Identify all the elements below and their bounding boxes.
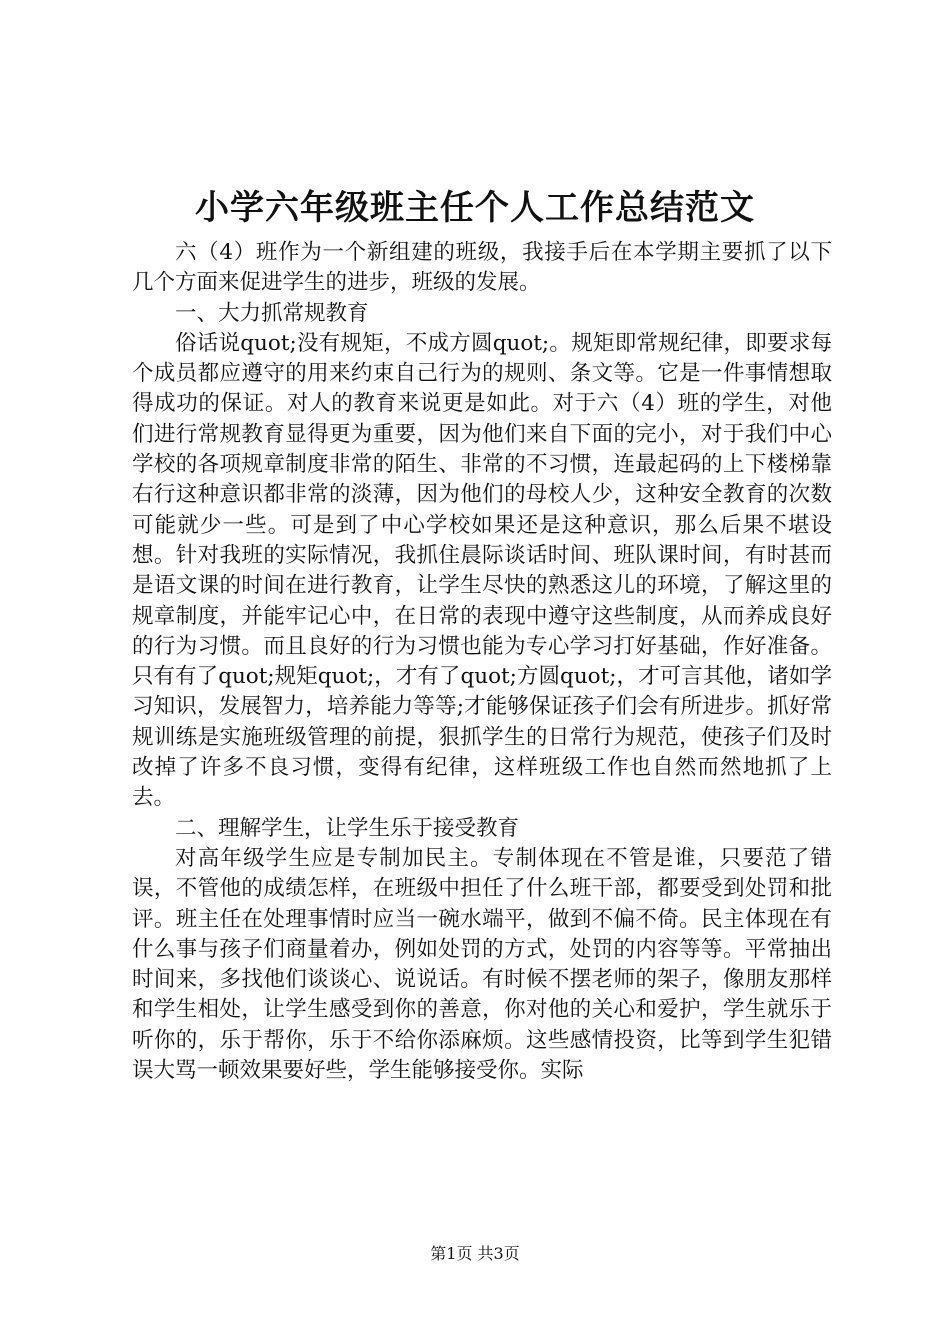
page-footer: 第1页 共3页 bbox=[430, 1244, 520, 1263]
section-heading-2: 二、理解学生，让学生乐于接受教育 bbox=[175, 815, 520, 841]
document-title: 小学六年级班主任个人工作总结范文 bbox=[195, 188, 755, 228]
paragraph-intro: 六（4）班作为一个新组建的班级，我接手后在本学期主要抓了以下几个方面来促进学生的进步，班级的发展。 bbox=[132, 240, 832, 296]
paragraph-section-2: 对高年级学生应是专制加民主。专制体现在不管是谁，只要范了错误，不管他的成绩怎样，在班级中担任了什么班干部，都要受到处罚和批评。班主任在处理事情时应当一碗水端平，做到不偏不倚。民主体现在有什么事与孩子们商量着办，例如处罚的方式，处罚的内容等等。平常抽出时间来，多找他们谈谈心、说说话。有时候不摆老师的架子，像朋友那样和学生相处，让学生感受到你的善意，你对他的关心和爱护，学生就乐于听你的，乐于帮你，乐于不给你添麻烦。这些感情投资，比等到学生犯错误大骂一顿效果要好些，学生能够接受你。实际 bbox=[132, 845, 832, 1084]
document-body bbox=[132, 238, 832, 1086]
section-heading-1: 一、大力抓常规教育 bbox=[175, 300, 369, 326]
paragraph-section-1: 俗话说quot;没有规矩，不成方圆quot;。规矩即常规纪律，即要求每个成员都应遵守的用来约束自己行为的规则、条文等。它是一件事情想取得成功的保证。对人的教育来说更是如此。对于六（4）班的学生，对他们进行常规教育显得更为重要，因为他们来自下面的完小，对于我们中心学校的各项规章制度非常的陌生、非常的不习惯，连最起码的上下楼梯靠右行这种意识都非常的淡薄，因为他们的母校人少，这种安全教育的次数可能就少一些。可是到了中心学校如果还是这种意识，那么后果不堪设想。针对我班的实际情况，我抓住晨际谈话时间、班队课时间，有时甚而是语文课的时间在进行教育，让学生尽快的熟悉这儿的环境，了解这里的规章制度，并能牢记心中，在日常的表现中遵守这些制度，从而养成良好的行为习惯。而且良好的行为习惯也能为专心学习打好基础，作好准备。只有有了quot;规矩quot;，才有了quot;方圆quot;，才可言其他，诸如学习知识，发展智力，培养能力等等;才能够保证孩子们会有所进步。抓好常规训练是实施班级管理的前提，狠抓学生的日常行为规范，使孩子们及时改掉了许多不良习惯，变得有纪律，这样班级工作也自然而然地抓了上去。 bbox=[132, 330, 832, 811]
